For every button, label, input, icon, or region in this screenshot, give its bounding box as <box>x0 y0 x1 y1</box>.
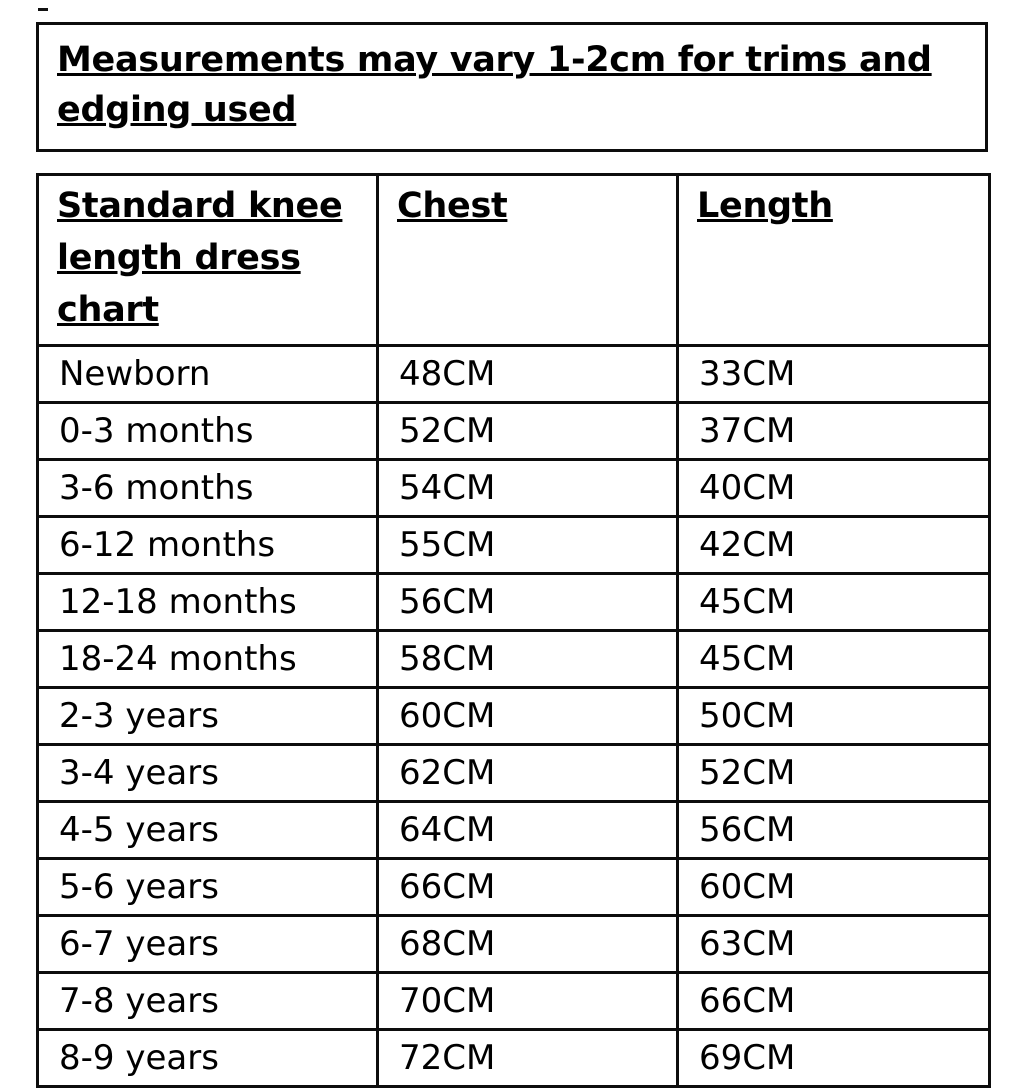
length-value: 50CM <box>678 688 990 745</box>
size-label: 5-6 years <box>38 859 378 916</box>
table-row <box>38 916 990 973</box>
size-label: 0-3 months <box>38 403 378 460</box>
length-value: 60CM <box>678 859 990 916</box>
stray-mark <box>38 8 48 11</box>
chest-value: 64CM <box>378 802 678 859</box>
chest-value: 54CM <box>378 460 678 517</box>
table-header <box>38 175 990 346</box>
size-label: 2-3 years <box>38 688 378 745</box>
table-row <box>38 346 990 403</box>
size-label: 6-7 years <box>38 916 378 973</box>
size-label: 7-8 years <box>38 973 378 1030</box>
table-row <box>38 973 990 1030</box>
chest-value: 68CM <box>378 916 678 973</box>
length-value: 56CM <box>678 802 990 859</box>
column-header-size: Standard knee length dress chart <box>38 175 378 346</box>
chest-value: 60CM <box>378 688 678 745</box>
measurement-notice-text: Measurements may vary 1-2cm for trims and edging used <box>57 40 932 130</box>
table-row <box>38 745 990 802</box>
size-label: 3-4 years <box>38 745 378 802</box>
length-value: 45CM <box>678 574 990 631</box>
length-value: 42CM <box>678 517 990 574</box>
size-label: 8-9 years <box>38 1030 378 1087</box>
length-value: 52CM <box>678 745 990 802</box>
size-label: 3-6 months <box>38 460 378 517</box>
chest-value: 58CM <box>378 631 678 688</box>
chest-value: 48CM <box>378 346 678 403</box>
table-row <box>38 688 990 745</box>
table-row <box>38 631 990 688</box>
size-label: 18-24 months <box>38 631 378 688</box>
chest-value: 55CM <box>378 517 678 574</box>
table-row <box>38 1030 990 1087</box>
table-row <box>38 460 990 517</box>
table-row <box>38 574 990 631</box>
length-value: 66CM <box>678 973 990 1030</box>
length-value: 33CM <box>678 346 990 403</box>
size-label: 4-5 years <box>38 802 378 859</box>
size-chart-table <box>36 173 991 1088</box>
length-value: 40CM <box>678 460 990 517</box>
chest-value: 52CM <box>378 403 678 460</box>
length-value: 45CM <box>678 631 990 688</box>
chest-value: 56CM <box>378 574 678 631</box>
table-header-row <box>38 175 990 346</box>
size-label: 12-18 months <box>38 574 378 631</box>
column-header-length: Length <box>678 175 990 346</box>
chest-value: 72CM <box>378 1030 678 1087</box>
measurement-notice <box>36 22 988 152</box>
length-value: 37CM <box>678 403 990 460</box>
table-row <box>38 802 990 859</box>
table-row <box>38 859 990 916</box>
length-value: 69CM <box>678 1030 990 1087</box>
size-label: Newborn <box>38 346 378 403</box>
size-label: 6-12 months <box>38 517 378 574</box>
table-body <box>38 346 990 1087</box>
table-row <box>38 403 990 460</box>
length-value: 63CM <box>678 916 990 973</box>
chest-value: 66CM <box>378 859 678 916</box>
chest-value: 70CM <box>378 973 678 1030</box>
column-header-chest: Chest <box>378 175 678 346</box>
table-row <box>38 517 990 574</box>
chest-value: 62CM <box>378 745 678 802</box>
